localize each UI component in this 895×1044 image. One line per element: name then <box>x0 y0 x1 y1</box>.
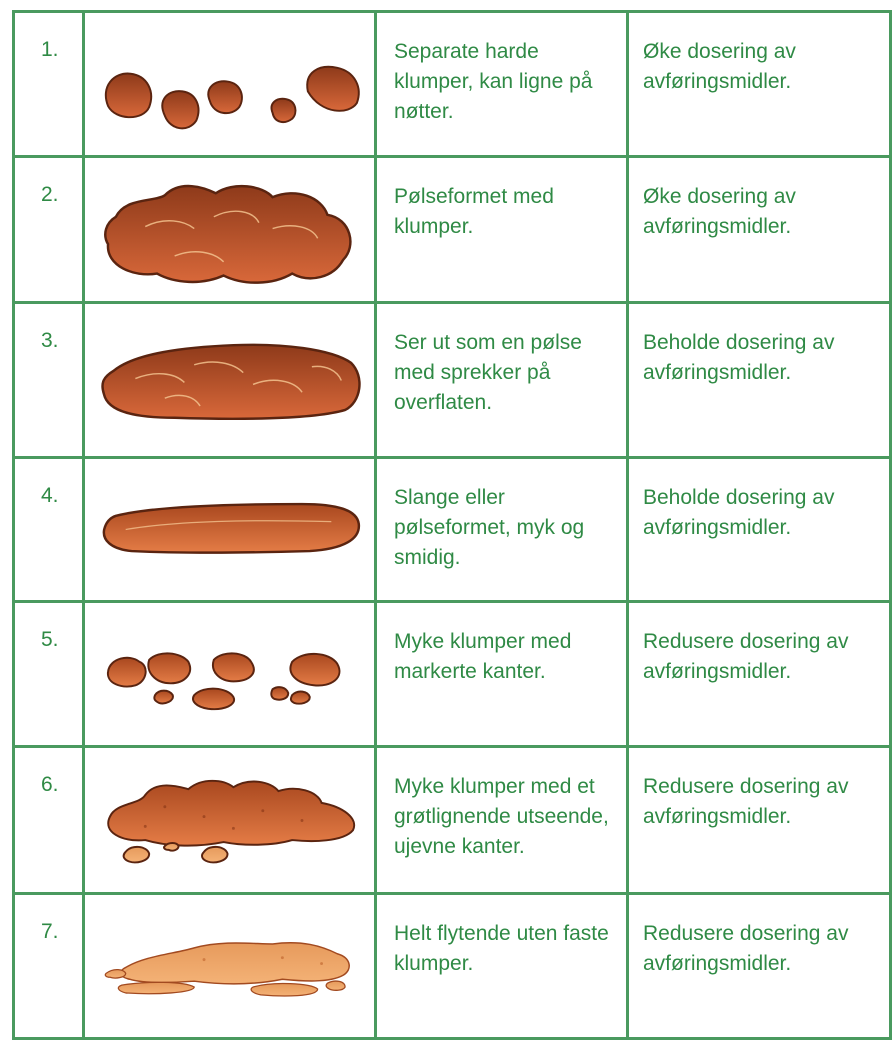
table-row <box>14 747 891 894</box>
row-number: 6. <box>14 747 84 894</box>
description-cell: Pølseformet med klumper. <box>376 157 628 303</box>
stool-illustration-cell <box>84 602 376 747</box>
description-cell: Ser ut som en pølse med sprekker på overflaten. <box>376 303 628 458</box>
table-row <box>14 303 891 458</box>
stool-illustration-cell <box>84 12 376 157</box>
table-row <box>14 602 891 747</box>
description-cell: Myke klumper med markerte kanter. <box>376 602 628 747</box>
description-cell: Helt flytende uten faste klumper. <box>376 894 628 1039</box>
separate-hard-lumps-illustration <box>85 13 374 155</box>
stool-illustration-cell <box>84 747 376 894</box>
row-number: 2. <box>14 157 84 303</box>
description-cell: Slange eller pølseformet, myk og smidig. <box>376 458 628 602</box>
bristol-stool-table <box>12 10 892 1040</box>
description-cell: Myke klumper med et grøtlignende utseende, ujevne kanter. <box>376 747 628 894</box>
soft-blobs-illustration <box>85 603 374 745</box>
cracked-sausage-illustration <box>85 304 374 456</box>
dosage-cell: Øke dosering av avføringsmidler. <box>628 157 891 303</box>
table-row <box>14 894 891 1039</box>
mushy-pieces-illustration <box>85 748 374 892</box>
stool-illustration-cell <box>84 458 376 602</box>
row-number: 4. <box>14 458 84 602</box>
row-number: 5. <box>14 602 84 747</box>
description-cell: Separate harde klumper, kan ligne på nøtter. <box>376 12 628 157</box>
row-number: 7. <box>14 894 84 1039</box>
row-number: 3. <box>14 303 84 458</box>
smooth-snake-illustration <box>85 459 374 600</box>
row-number: 1. <box>14 12 84 157</box>
table-row <box>14 157 891 303</box>
stool-illustration-cell <box>84 303 376 458</box>
dosage-cell: Øke dosering av avføringsmidler. <box>628 12 891 157</box>
dosage-cell: Beholde dosering av avføringsmidler. <box>628 303 891 458</box>
dosage-cell: Beholde dosering av avføringsmidler. <box>628 458 891 602</box>
liquid-stool-illustration <box>85 895 374 1037</box>
table-row <box>14 458 891 602</box>
dosage-cell: Redusere dosering av avføringsmidler. <box>628 602 891 747</box>
stool-illustration-cell <box>84 894 376 1039</box>
dosage-cell: Redusere dosering av avføringsmidler. <box>628 747 891 894</box>
lumpy-sausage-illustration <box>85 158 374 301</box>
dosage-cell: Redusere dosering av avføringsmidler. <box>628 894 891 1039</box>
table-row <box>14 12 891 157</box>
stool-illustration-cell <box>84 157 376 303</box>
